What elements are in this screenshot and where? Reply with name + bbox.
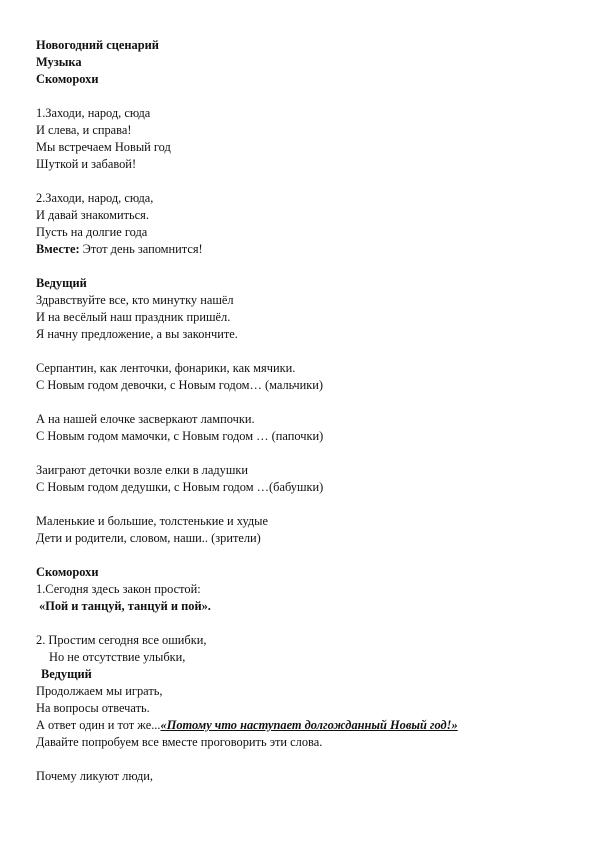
spacer — [36, 394, 566, 411]
music-cue: Музыка — [36, 55, 82, 69]
stanza-line: С Новым годом мамочки, с Новым годом … (папочки) — [36, 429, 324, 443]
script-title: Новогодний сценарий — [36, 38, 159, 52]
host-line: Здравствуйте все, кто минутку нашёл — [36, 293, 234, 307]
host-line: Я начну предложение, а вы закончите. — [36, 327, 238, 341]
speaker-skomorokhi: Скоморохи — [36, 72, 99, 86]
speaker-host: Ведущий — [36, 276, 87, 290]
verse2-line: Пусть на долгие года — [36, 225, 148, 239]
stanza-line: Серпантин, как ленточки, фонарики, как мячики. — [36, 361, 296, 375]
stanza-line: А на нашей елочке засверкают лампочки. — [36, 412, 255, 426]
verse2-line: И давай знакомиться. — [36, 208, 149, 222]
spacer — [36, 547, 566, 564]
together-label: Вместе: — [36, 242, 80, 256]
stanza-line: Маленькие и большие, толстенькие и худые — [36, 514, 269, 528]
stanza-line: Дети и родители, словом, наши.. (зрители) — [36, 531, 261, 545]
speaker-host-2: Ведущий — [41, 667, 92, 681]
speaker-skomorokhi-2: Скоморохи — [36, 565, 99, 579]
verse1-line: И слева, и справа! — [36, 123, 132, 137]
together-text: Этот день запомнится! — [79, 242, 203, 256]
together-line — [36, 241, 566, 258]
verse1-line: Мы встречаем Новый год — [36, 140, 171, 154]
document-page — [36, 37, 566, 785]
rule-line: 1.Сегодня здесь закон простой: — [36, 582, 201, 596]
answer-prefix: А ответ один и тот же... — [36, 718, 161, 732]
stanza-line: С Новым годом девочки, с Новым годом… (мальчики) — [36, 378, 324, 392]
host-line: И на весёлый наш праздник пришёл. — [36, 310, 231, 324]
host2-line: Продолжаем мы играть, — [36, 684, 163, 698]
answer-emphasis: «Потому что наступает долгожданный Новый год!» — [160, 718, 458, 732]
spacer — [36, 343, 566, 360]
stanza-line: С Новым годом дедушки, с Новым годом …(бабушки) — [36, 480, 324, 494]
spacer — [36, 258, 566, 275]
spacer — [36, 173, 566, 190]
spacer — [36, 615, 566, 632]
host2-line: На вопросы отвечать. — [36, 701, 150, 715]
verse2-line: 2.Заходи, народ, сюда, — [36, 191, 154, 205]
forgive-line: 2. Простим сегодня все ошибки, — [36, 633, 207, 647]
verse1-line: 1.Заходи, народ, сюда — [36, 106, 151, 120]
spacer — [36, 751, 566, 768]
answer-line — [36, 717, 566, 734]
smile-line: Но не отсутствие улыбки, — [49, 650, 186, 664]
spacer — [36, 496, 566, 513]
host2-line: Почему ликуют люди, — [36, 769, 153, 783]
spacer — [36, 445, 566, 462]
stanza-line: Заиграют деточки возле елки в ладушки — [36, 463, 249, 477]
host2-line: Давайте попробуем все вместе проговорить эти слова. — [36, 735, 323, 749]
spacer — [36, 88, 566, 105]
rule-quote: «Пой и танцуй, танцуй и пой». — [39, 599, 211, 613]
verse1-line: Шуткой и забавой! — [36, 157, 137, 171]
